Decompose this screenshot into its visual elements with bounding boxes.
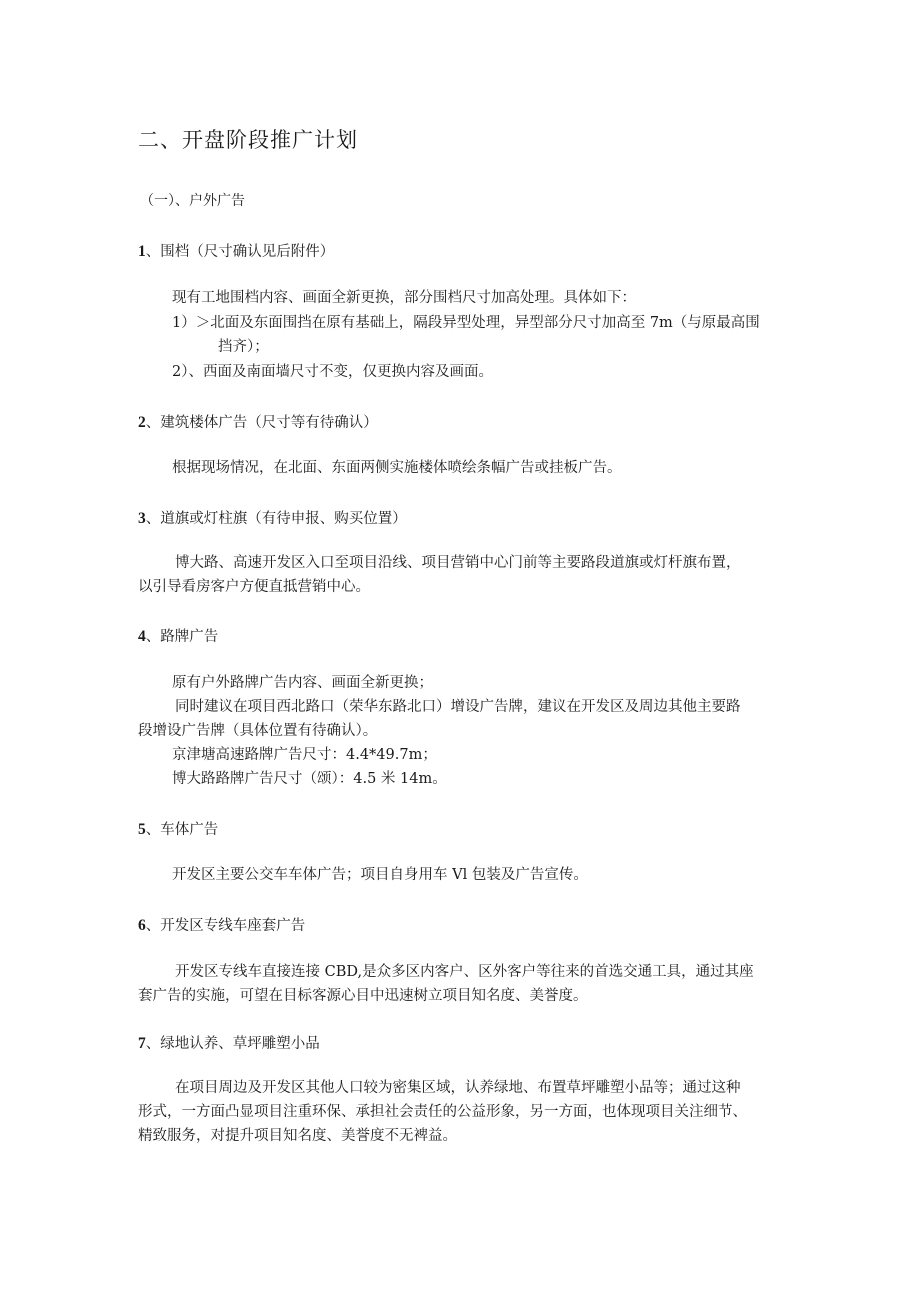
section-heading-text: 、围档（尺寸确认见后附件）	[145, 244, 335, 260]
paragraph-line: 根据现场情况，在北面、东面两侧实施楼体喷绘条幅广告或挂板广告。	[172, 460, 622, 476]
paragraph-line: 2）、西面及南面墙尺寸不变，仅更换内容及画面。	[172, 364, 493, 380]
section-heading-7	[138, 1032, 320, 1053]
section-heading-1	[138, 240, 334, 261]
section-number: 4	[138, 628, 146, 645]
paragraph-line: 开发区专线车直接连接 CBD,是众多区内客户、区外客户等往来的首选交通工具，通过其座	[175, 964, 754, 980]
section-heading-text: 、开发区专线车座套广告	[145, 918, 306, 934]
section-number: 6	[138, 917, 146, 934]
paragraph-line: 同时建议在项目西北路口（荣华东路北口）增设广告牌，建议在开发区及周边其他主要路	[175, 699, 741, 715]
section-number: 7	[138, 1035, 146, 1052]
section-number: 3	[138, 510, 146, 527]
paragraph-line: 挡齐）；	[218, 339, 269, 355]
paragraph-line: 精致服务，对提升项目知名度、美誉度不无裨益。	[138, 1128, 457, 1144]
section-number: 5	[138, 821, 146, 838]
paragraph-line: 套广告的实施，可望在目标客源心目中迅速树立项目知名度、美誉度。	[138, 988, 588, 1004]
section-heading-text: 、道旗或灯柱旗（有待申报、购买位置）	[145, 511, 407, 527]
paragraph-line: 在项目周边及开发区其他人口较为密集区域，认养绿地、布置草坪雕塑小品等；通过这种	[175, 1080, 741, 1096]
paragraph-line: 开发区主要公交车车体广告；项目自身用车 Vl 包装及广告宣传。	[172, 867, 588, 883]
paragraph-line: 形式，一方面凸显项目注重环保、承担社会责任的公益形象，另一方面，也体现项目关注细节、	[138, 1104, 747, 1120]
paragraph-line: 博大路路牌广告尺寸（颂）：4.5 米 14m。	[172, 771, 447, 787]
paragraph-line: 以引导看房客户方便直抵营销中心。	[138, 579, 370, 595]
section-number: 2	[138, 414, 146, 431]
section-heading-5	[138, 818, 218, 839]
paragraph-line: 京津塘高速路牌广告尺寸：4.4*49.7m；	[172, 747, 437, 763]
section-heading-4	[138, 625, 218, 646]
section-subtitle: （一）、户外广告	[140, 193, 245, 209]
section-heading-6	[138, 914, 305, 935]
paragraph-line: 博大路、高速开发区入口至项目沿线、项目营销中心门前等主要路段道旗或灯杆旗布置，	[175, 555, 741, 571]
paragraph-line: 1）＞北面及东面围挡在原有基础上，隔段异型处理，异型部分尺寸加高至 7m（与原最高围	[172, 315, 760, 331]
section-heading-3	[138, 507, 407, 528]
paragraph-line: 现有工地围档内容、画面全新更换，部分围档尺寸加高处理。具体如下：	[172, 290, 636, 306]
paragraph-line: 原有户外路牌广告内容、画面全新更换；	[172, 675, 433, 691]
section-heading-text: 、车体广告	[145, 822, 219, 838]
section-heading-2	[138, 411, 378, 432]
paragraph-line: 段增设广告牌（具体位置有待确认）。	[138, 723, 378, 739]
section-number: 1	[138, 243, 146, 260]
section-heading-text: 、绿地认养、草坪雕塑小品	[145, 1036, 320, 1052]
section-heading-text: 、路牌广告	[145, 629, 219, 645]
page-title: 二、开盘阶段推广计划	[138, 128, 358, 152]
section-heading-text: 、建筑楼体广告（尺寸等有待确认）	[145, 415, 378, 431]
